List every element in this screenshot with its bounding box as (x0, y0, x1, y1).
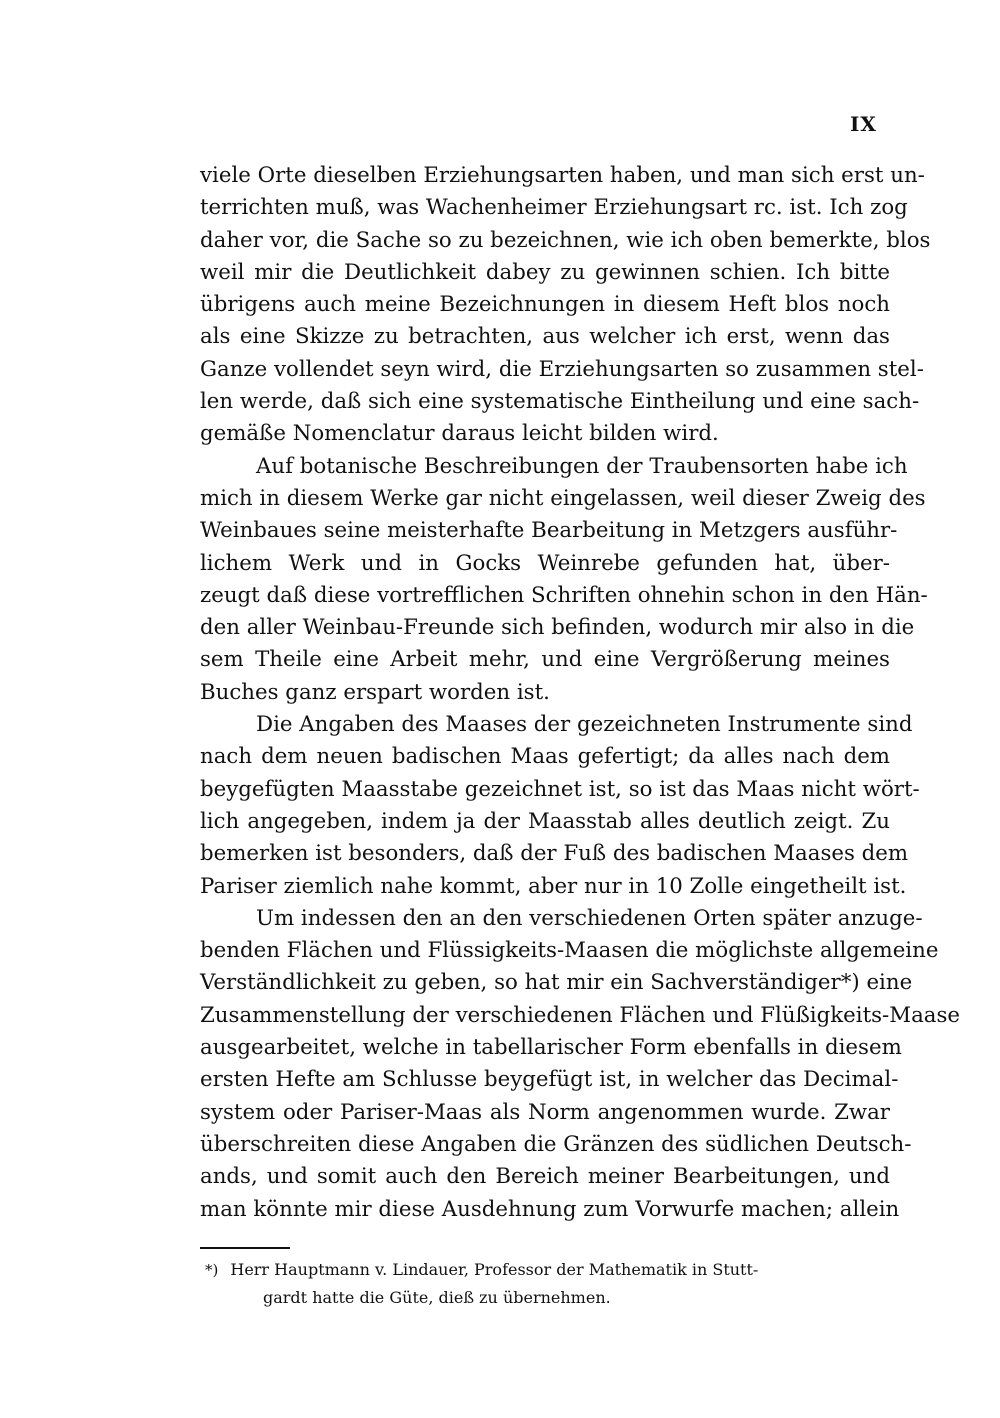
text-line: ausgearbeitet, welche in tabellarischer Form ebenfalls in diesem (200, 1035, 902, 1061)
text-line: Verständlichkeit zu geben, so hat mir ein Sachverständiger*) eine (200, 970, 913, 996)
text-line: man könnte mir diese Ausdehnung zum Vorwurfe machen; allein (200, 1196, 900, 1222)
text-line: mich in diesem Werke gar nicht eingelassen, weil dieser Zweig des (200, 485, 926, 511)
text-line: zeugt daß diese vortrefflichen Schriften ohnehin schon in den Hän- (200, 582, 928, 608)
text-line: Pariser ziemlich nahe kommt, aber nur in 10 Zolle eingetheilt ist. (200, 873, 907, 899)
text-line: den aller Weinbau-Freunde sich befinden, wodurch mir also in die (200, 615, 915, 641)
text-line: Zusammenstellung der verschiedenen Flächen und Flüßigkeits-Maase (200, 1002, 960, 1028)
text-line: lich angegeben, indem ja der Maasstab alles deutlich zeigt. Zu (200, 808, 890, 834)
footnote-rule (200, 1247, 290, 1249)
page-number: IX (850, 112, 877, 136)
text-line: sem Theile eine Arbeit mehr, und eine Vergrößerung meines (200, 647, 890, 673)
text-line: Auf botanische Beschreibungen der Traubensorten habe ich (256, 453, 908, 479)
text-line: benden Flächen und Flüssigkeits-Maasen die möglichste allgemeine (200, 938, 939, 964)
text-line: terrichten muß, was Wachenheimer Erziehungsart rc. ist. Ich zog (200, 195, 908, 221)
text-line: als eine Skizze zu betrachten, aus welcher ich erst, wenn das (200, 324, 890, 350)
footnote (205, 1256, 895, 1312)
text-line: nach dem neuen badischen Maas gefertigt; da alles nach dem (200, 744, 890, 770)
text-line: ands, und somit auch den Bereich meiner Bearbeitungen, und (200, 1164, 890, 1190)
text-line: beygefügten Maasstabe gezeichnet ist, so ist das Maas nicht wört- (200, 776, 920, 802)
footnote-marker: *) (205, 1261, 219, 1279)
text-line: len werde, daß sich eine systematische Eintheilung und eine sach- (200, 389, 920, 415)
footnote-text: Herr Hauptmann v. Lindauer, Professor der Mathematik in Stutt- (230, 1260, 759, 1279)
text-line: viele Orte dieselben Erziehungsarten haben, und man sich erst un- (200, 163, 925, 188)
text-line: Um indessen den an den verschiedenen Orten später anzuge- (256, 905, 923, 931)
text-line: bemerken ist besonders, daß der Fuß des badischen Maases dem (200, 841, 909, 867)
body-text (200, 160, 960, 1226)
text-line: Weinbaues seine meisterhafte Bearbeitung in Metzgers ausführ- (200, 518, 898, 544)
text-line: Buches ganz erspart worden ist. (200, 679, 550, 705)
text-line: Ganze vollendet seyn wird, die Erziehungsarten so zusammen stel- (200, 356, 924, 382)
text-line: weil mir die Deutlichkeit dabey zu gewinnen schien. Ich bitte (200, 259, 890, 285)
text-line: gemäße Nomenclatur daraus leicht bilden wird. (200, 421, 719, 447)
footnote-line: gardt hatte die Güte, dieß zu übernehmen. (263, 1288, 611, 1307)
text-line: ersten Hefte am Schlusse beygefügt ist, in welcher das Decimal- (200, 1067, 899, 1093)
text-line: lichem Werk und in Gocks Weinrebe gefunden hat, über- (200, 550, 890, 576)
text-line: übrigens auch meine Bezeichnungen in diesem Heft blos noch (200, 292, 890, 318)
text-line: system oder Pariser-Maas als Norm angenommen wurde. Zwar (200, 1099, 890, 1125)
text-line: daher vor, die Sache so zu bezeichnen, wie ich oben bemerkte, blos (200, 227, 931, 253)
footnote-line (205, 1256, 895, 1284)
text-line: überschreiten diese Angaben die Gränzen des südlichen Deutsch- (200, 1131, 912, 1157)
text-line: Die Angaben des Maases der gezeichneten Instrumente sind (256, 712, 913, 738)
